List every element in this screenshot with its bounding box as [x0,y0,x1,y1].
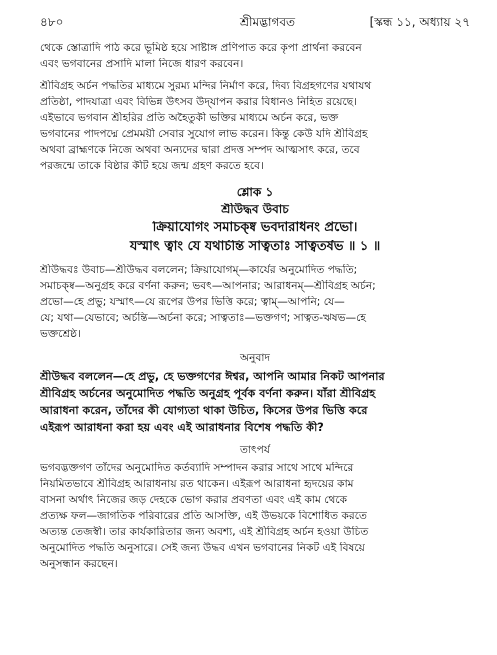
page-number: ৪৮০ [40,15,64,29]
translation-heading: অনুবাদ [239,352,271,364]
translation-line: শ্রীবিগ্রহ অর্চনের অনুমোদিত পদ্ধতি অনুগ্রহ পূর্বক বর্ণনা করুন। যাঁরা শ্রীবিগ্রহ [40,387,376,400]
purport-line: অনুমোদিত পদ্ধতি অনুসারে। সেই জন্য উদ্ধব এখন ভগবানের নিকট এই বিষয়ে [40,542,365,554]
translation-line: শ্রীউদ্ধব বললেন—হে প্রভু, হে ভক্তগণের ঈশ্বর, আপনি আমার নিকট আপনার [40,370,385,383]
purport-line: অত্যন্ত তেজস্বী। তার কার্যকারিতার জন্য অবশ্য, এই শ্রীবিগ্রহ অর্চন হওয়া উচিত [40,526,369,538]
purport-line: প্রত্যক্ষ ফল—জাগতিক পরিবারের প্রতি আসক্তি, এই উভয়কে বিশোধিত করতে [40,510,367,522]
intro-line: প্রতিষ্ঠা, পাদযাত্রা এবং বিভিন্ন উৎসব উদ্‌যাপন করার বিধানও নিহিত রয়েছে। [40,96,358,108]
translation-line: আরাধনা করেন, তাঁদের কী যোগ্যতা থাকা উচিত, কিসের উপর ভিত্তি করে [40,404,368,417]
book-title: শ্রীমদ্ভাগবত [240,15,296,29]
purport-line: অনুসন্ধান করছেন। [40,558,118,570]
purport-heading: তাৎপর্য [240,444,270,456]
intro-line: এবং ভগবানের প্রসাদি মালা নিজে ধারণ করবেন। [40,58,244,70]
intro-line: ভগবানের পাদপদ্মে প্রেমময়ী সেবার সুযোগ লাভ করেন। কিন্তু কেউ যদি শ্রীবিগ্রহ [40,128,368,140]
verse-heading: শ্লোক ১ [236,186,274,199]
intro-line: পরজন্মে তাকে বিষ্ঠার কীট হয়ে জন্ম গ্রহণ করতে হবে। [40,160,264,172]
purport-line: ভগবদ্ভক্তগণ তাঁদের অনুমোদিত কর্তব্যাদি সম্পাদন করার সাথে সাথে মন্দিরে [40,462,354,474]
synonym-line: সমাচক্ষ্ব—অনুগ্রহ করে বর্ণনা করুন; ভবৎ—আপনার; আরাধনম্—শ্রীবিগ্রহ অর্চন; [40,280,376,292]
speaker-heading: শ্রীউদ্ধব উবাচ [221,203,289,216]
page-header [40,14,470,32]
intro-line: এইভাবে ভগবান শ্রীহরির প্রতি অহৈতুকী ভক্তির মাধ্যমে অর্চন করে, ভক্ত [40,112,339,124]
purport-line: বাসনা অর্থাৎ নিজের জড় দেহকে ভোগ করার প্রবণতা এবং এই কাম থেকে [40,494,348,506]
synonym-line: যে; যথা—যেভাবে; অর্চন্তি—অর্চনা করে; সাত্বতাঃ—ভক্তগণ; সাত্বত-ঋষভ—হে [40,312,366,324]
intro-line: অথবা ব্রাহ্মণকে নিজে অথবা অন্যদের দ্বারা প্রদত্ত সম্পদ আত্মসাৎ করে, তবে [40,144,360,156]
verse-line: যস্মাৎ ত্বাং যে যথার্চন্তি সাত্বতাঃ সাত্বতর্ষভ ॥ ১ ॥ [129,240,381,253]
purport-line: নিয়মিতভাবে শ্রীবিগ্রহ আরাধনায় রত থাকেন। এইরূপ আরাধনা হৃদয়ের কাম [40,478,354,490]
translation-line: এইরূপ আরাধনা করা হয় এবং এই আরাধনার বিশেষ পদ্ধতি কী? [40,421,324,434]
synonym-line: ভক্তশ্রেষ্ঠ। [40,328,81,340]
synonym-line: শ্রীউদ্ধবঃ উবাচ—শ্রীউদ্ধব বললেন; ক্রিয়াযোগম্—কার্যের অনুমোদিত পদ্ধতি; [40,264,358,276]
intro-line: থেকে স্তোত্রাদি পাঠ করে ভূমিষ্ঠ হয়ে সাষ্টাঙ্গ প্রণিপাত করে কৃপা প্রার্থনা করবেন [40,42,362,54]
synonym-line: প্রভো—হে প্রভু; যস্মাৎ—যে রূপের উপর ভিত্তি করে; ত্বাম্—আপনি; যে— [40,296,345,308]
chapter-reference: [স্কন্ধ ১১, অধ্যায় ২৭ [369,15,470,29]
intro-line: শ্রীবিগ্রহ অর্চন পদ্ধতির মাধ্যমে সুরম্য মন্দির নির্মাণ করে, দিব্য বিগ্রহগণের যথাযথ [40,80,372,92]
verse-line: ক্রিয়াযোগং সমাচক্ষ্ব ভবদারাধনং প্রভো। [152,221,358,234]
